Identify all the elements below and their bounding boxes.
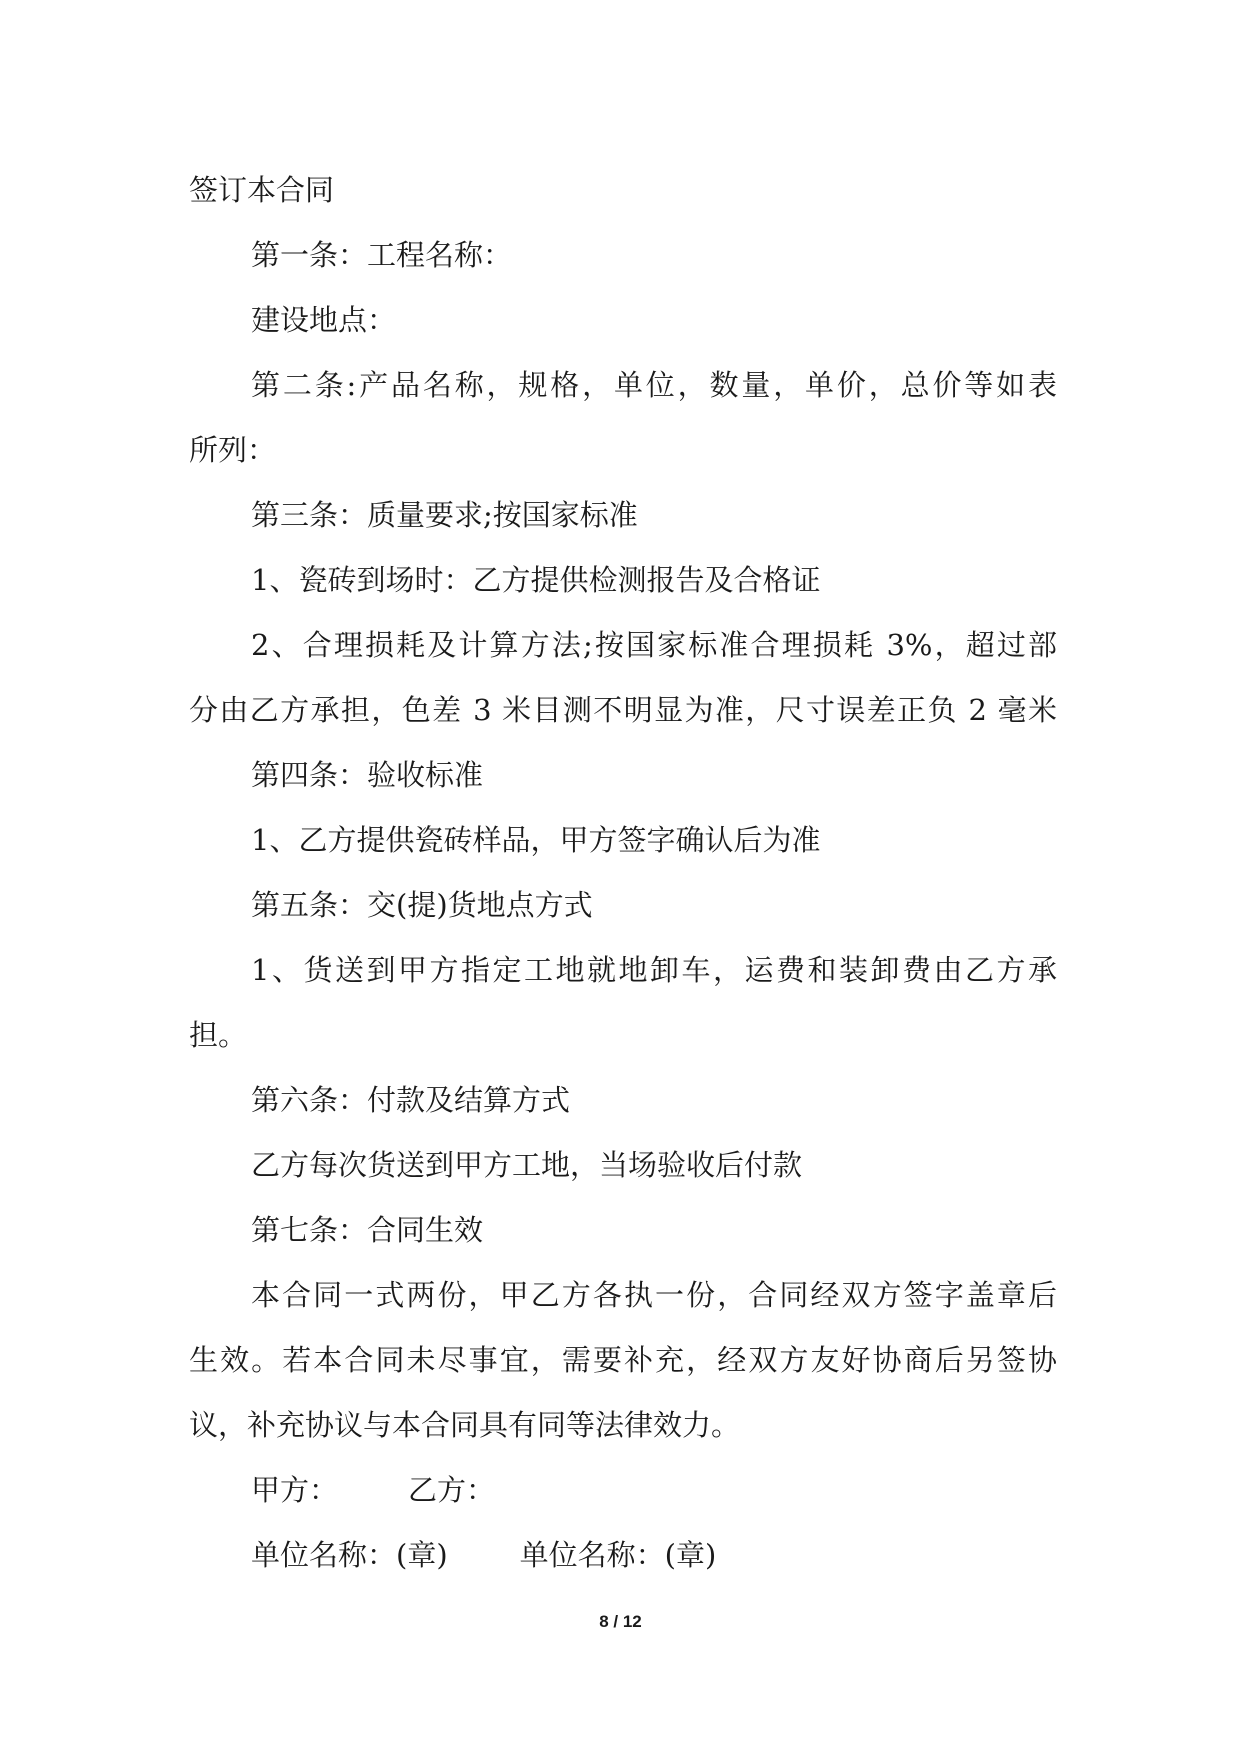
article-6-heading: 第六条：付款及结算方式 <box>251 1083 571 1117</box>
party-a-label: 甲方： <box>251 1473 339 1507</box>
unit-a-label: 单位名称：(章) <box>251 1538 448 1572</box>
text-line: 分由乙方承担，色差 3 米目测不明显为准，尺寸误差正负 2 毫米 <box>189 693 1057 727</box>
signature-units <box>189 1523 1057 1588</box>
contract-body <box>189 158 1057 1588</box>
article-1-heading: 第一条：工程名称： <box>251 238 513 272</box>
text-line: 1、瓷砖到场时：乙方提供检测报告及合格证 <box>251 563 821 597</box>
text-line: 担。 <box>189 1018 248 1052</box>
text-line: 本合同一式两份，甲乙方各执一份，合同经双方签字盖章后 <box>251 1278 1057 1312</box>
text-line: 乙方每次货送到甲方工地，当场验收后付款 <box>251 1148 803 1182</box>
article-7-heading: 第七条：合同生效 <box>251 1213 484 1247</box>
text-line: 生效。若本合同未尽事宜，需要补充，经双方友好协商后另签协 <box>189 1343 1057 1377</box>
article-2-heading: 第二条:产品名称，规格，单位，数量，单价，总价等如表 <box>251 368 1057 402</box>
text-line: 所列： <box>189 433 277 467</box>
article-3-heading: 第三条：质量要求;按国家标准 <box>251 498 638 532</box>
text-line: 2、合理损耗及计算方法;按国家标准合理损耗 3%，超过部 <box>251 628 1057 662</box>
text-line: 1、货送到甲方指定工地就地卸车，运费和装卸费由乙方承 <box>251 953 1057 987</box>
text-line: 1、乙方提供瓷砖样品，甲方签字确认后为准 <box>251 823 821 857</box>
article-4-heading: 第四条：验收标准 <box>251 758 484 792</box>
text-line: 议，补充协议与本合同具有同等法律效力。 <box>189 1408 741 1442</box>
signature-parties <box>189 1458 1057 1523</box>
page-number: 8 / 12 <box>599 1612 642 1631</box>
construction-site-line: 建设地点： <box>251 303 397 337</box>
article-5-heading: 第五条：交(提)货地点方式 <box>251 888 593 922</box>
unit-b-label: 单位名称：(章) <box>519 1538 717 1572</box>
party-b-label: 乙方： <box>408 1473 496 1507</box>
text-line: 签订本合同 <box>189 173 335 207</box>
